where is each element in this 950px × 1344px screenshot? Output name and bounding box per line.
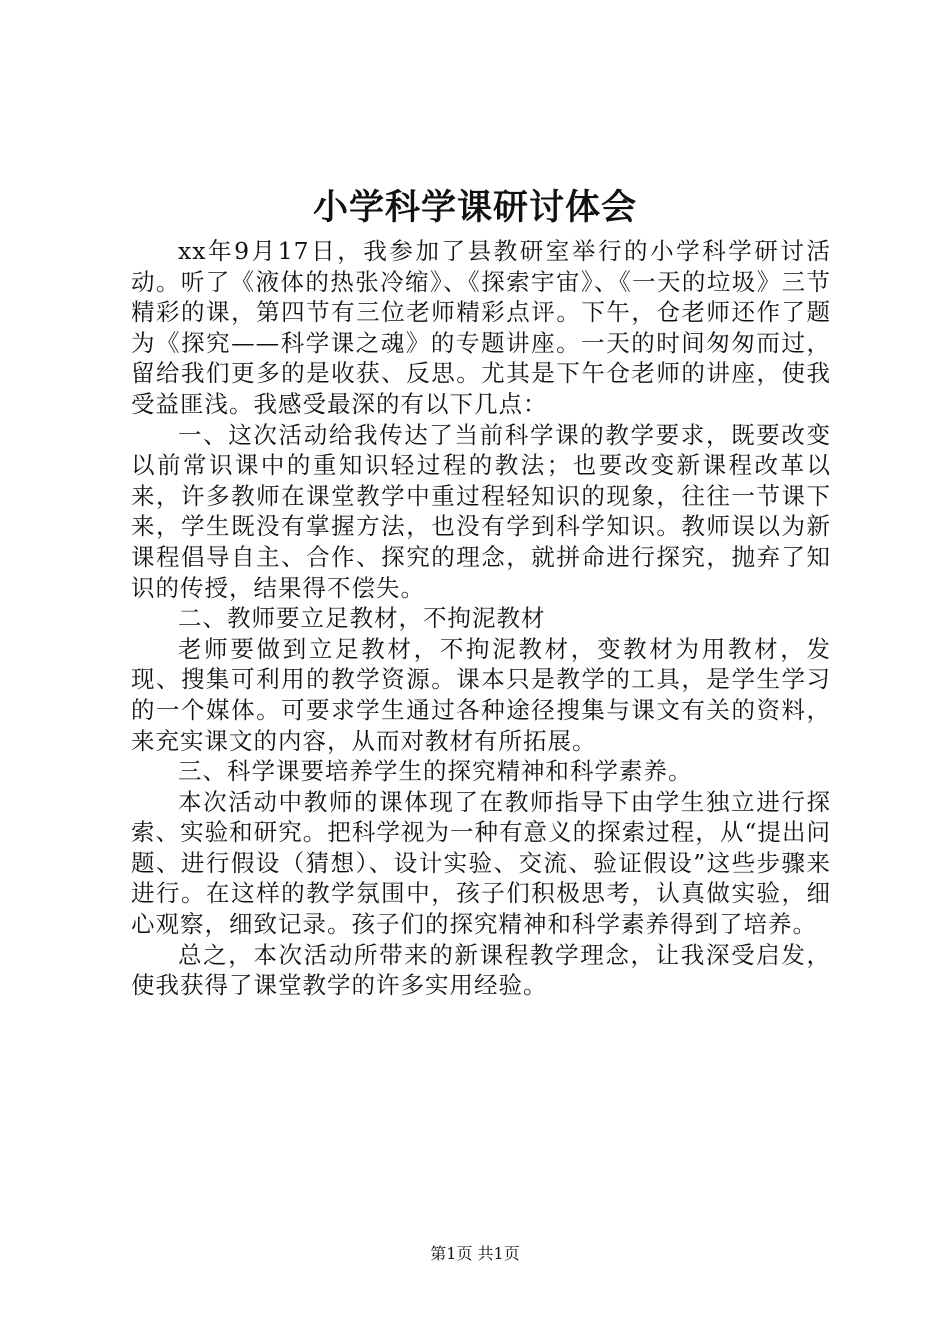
heading-point-two: 二、教师要立足教材，不拘泥教材 <box>178 604 546 633</box>
paragraph-conclusion: 总之，本次活动所带来的新课程教学理念，让我深受启发，使我获得了课堂教学的许多实用经验。 <box>131 940 831 1000</box>
paragraph-point-two: 老师要做到立足教材，不拘泥教材，变教材为用教材，发现、搜集可利用的教学资源。课本只是教学的工具，是学生学习的一个媒体。可要求学生通过各种途径搜集与课文有关的资料，来充实课文的内容，从而对教材有所拓展。 <box>131 634 831 755</box>
document-title: 小学科学课研讨体会 <box>312 187 637 228</box>
document-body <box>131 236 831 1001</box>
heading-point-three: 三、科学课要培养学生的探究精神和科学素养。 <box>178 757 693 786</box>
page-footer: 第1页 共1页 <box>430 1244 520 1263</box>
paragraph-point-three: 本次活动中教师的课体现了在教师指导下由学生独立进行探索、实验和研究。把科学视为一种有意义的探索过程，从“提出问题、进行假设（猜想）、设计实验、交流、验证假设”这些步骤来进行。在这样的教学氛围中，孩子们积极思考，认真做实验，细心观察，细致记录。孩子们的探究精神和科学素养得到了培养。 <box>131 787 831 939</box>
paragraph-point-one: 一、这次活动给我传达了当前科学课的教学要求，既要改变以前常识课中的重知识轻过程的教法；也要改变新课程改革以来，许多教师在课堂教学中重过程轻知识的现象，往往一节课下来，学生既没有掌握方法，也没有学到科学知识。教师误以为新课程倡导自主、合作、探究的理念，就拼命进行探究，抛弃了知识的传授，结果得不偿失。 <box>131 420 831 602</box>
paragraph-intro: xx年9月17日，我参加了县教研室举行的小学科学研讨活动。听了《液体的热张冷缩》、《探索宇宙》、《一天的垃圾》三节精彩的课，第四节有三位老师精彩点评。下午，仓老师还作了题为《探究——科学课之魂》的专题讲座。一天的时间匆匆而过，留给我们更多的是收获、反思。尤其是下午仓老师的讲座，使我受益匪浅。我感受最深的有以下几点： <box>131 237 831 418</box>
